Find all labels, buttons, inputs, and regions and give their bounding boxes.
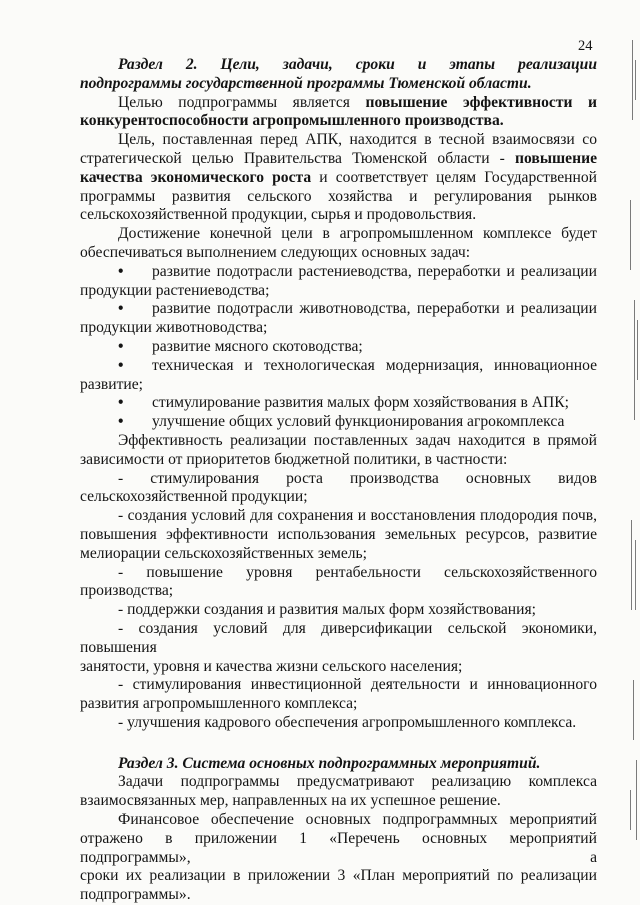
goal-text: Целью подпрограммы является xyxy=(118,93,366,111)
task-item xyxy=(80,357,597,376)
dash-item-3-line-1: - повышение уровня рентабельности сельскохозяйственного xyxy=(118,563,597,581)
p3-line-2: обеспечиваться выполнением следующих основных задач: xyxy=(80,243,471,261)
p2-line-1: Цель, поставленная перед АПК, находится в тесной взаимосвязи со xyxy=(118,131,597,149)
dash-item-3-line-2: производства; xyxy=(80,582,174,600)
page-number: 24 xyxy=(578,38,593,54)
s3-p1-line-1: Задачи подпрограммы предусматривают реализацию комплекса xyxy=(118,773,597,791)
dash-item-4: - поддержки создания и развития малых форм хозяйствования; xyxy=(118,601,536,619)
section-2-heading-line-2: подпрограммы государственной программы Тюменской области. xyxy=(80,74,532,92)
p3-line-1: Достижение конечной цели в агропромышленном комплексе будет xyxy=(118,225,597,243)
dash-item-2-line-2: повышения эффективности использования земельных ресурсов, развитие xyxy=(80,525,597,543)
dash-item-5-line-2: занятости, уровня и качества жизни сельского населения; xyxy=(80,657,463,675)
p2-line-3 xyxy=(80,169,597,188)
task-text: развитие подотрасли животноводства, переработки и реализации xyxy=(152,300,597,318)
p2-line-2-emphasis: повышение xyxy=(515,149,597,167)
task-item xyxy=(80,413,597,432)
bullet-icon: • xyxy=(118,356,124,374)
section-spacer xyxy=(80,733,597,755)
s3-p2-line-2: отражено в приложении 1 «Перечень основных мероприятий подпрограммы», а xyxy=(80,829,597,866)
dash-item-1-line-1: - стимулирования роста производства основных видов xyxy=(118,469,597,487)
task-text: развитие подотрасли растениеводства, переработки и реализации xyxy=(152,262,597,280)
p2-line-2-text: стратегической целью Правительства Тюменской области - xyxy=(80,149,516,167)
scan-edge-artifact xyxy=(626,0,640,905)
dash-item-1-line-2: сельскохозяйственной продукции; xyxy=(80,488,308,506)
task-item xyxy=(80,338,597,357)
bullet-icon: • xyxy=(118,262,124,280)
bullet-icon: • xyxy=(118,413,124,431)
s3-p2-line-1: Финансовое обеспечение основных подпрограммных мероприятий xyxy=(118,811,597,829)
p4-line-1: Эффективность реализации поставленных задач находится в прямой xyxy=(118,431,597,449)
task-text: улучшение общих условий функционирования агрокомплекса xyxy=(152,413,565,431)
bullet-icon: • xyxy=(118,337,124,355)
bullet-icon: • xyxy=(118,300,124,318)
section-3-heading: Раздел 3. Система основных подпрограммных мероприятий. xyxy=(118,754,541,772)
dash-item-6-line-1: - стимулирования инвестиционной деятельности и инновационного xyxy=(118,676,597,694)
task-item-cont: продукции растениеводства; xyxy=(80,281,270,299)
task-item-cont: развитие; xyxy=(80,375,143,393)
document-body xyxy=(80,56,597,905)
task-text: техническая и технологическая модернизация, инновационное xyxy=(152,356,597,374)
section-2-heading-line-1: Раздел 2. Цели, задачи, сроки и этапы реализации xyxy=(118,56,597,73)
p2-line-2 xyxy=(80,150,597,169)
dash-item-5-line-1: - создания условий для диверсификации сельской экономики, повышения xyxy=(80,619,597,656)
p2-line-4: программы развития сельского хозяйства и регулирования рынков xyxy=(80,187,597,205)
task-item-cont: продукции животноводства; xyxy=(80,319,268,337)
goal-emphasis: повышение эффективности и xyxy=(365,93,597,111)
s3-p2-line-4: подпрограммы». xyxy=(80,886,191,904)
bullet-icon: • xyxy=(118,394,124,412)
p4-line-2: зависимости от приоритетов бюджетной политики, в частности: xyxy=(80,450,508,468)
task-item xyxy=(80,263,597,282)
task-item xyxy=(80,300,597,319)
p2-line-5: сельскохозяйственной продукции, сырья и продовольствия. xyxy=(80,206,477,224)
s3-p1-line-2: взаимосвязанных мер, направленных на их успешное решение. xyxy=(80,792,501,810)
task-item xyxy=(80,394,597,413)
dash-item-6-line-2: развития агропромышленного комплекса; xyxy=(80,695,358,713)
p2-line-3-text: и соответствует целям Государственной xyxy=(311,168,597,186)
p2-line-3-emphasis: качества экономического роста xyxy=(80,168,312,186)
s3-p2-line-3: сроки их реализации в приложении 3 «План мероприятий по реализации xyxy=(80,867,597,885)
task-text: стимулирование развития малых форм хозяйствования в АПК; xyxy=(152,394,570,412)
goal-line-2: конкурентоспособности агропромышленного производства. xyxy=(80,112,504,130)
dash-item-2-line-3: мелиорации сельскохозяйственных земель; xyxy=(80,544,367,562)
goal-line-1 xyxy=(80,94,597,113)
task-text: развитие мясного скотоводства; xyxy=(152,337,363,355)
dash-item-2-line-1: - создания условий для сохранения и восстановления плодородия почв, xyxy=(118,507,597,525)
dash-item-7: - улучшения кадрового обеспечения агропромышленного комплекса. xyxy=(118,713,577,731)
